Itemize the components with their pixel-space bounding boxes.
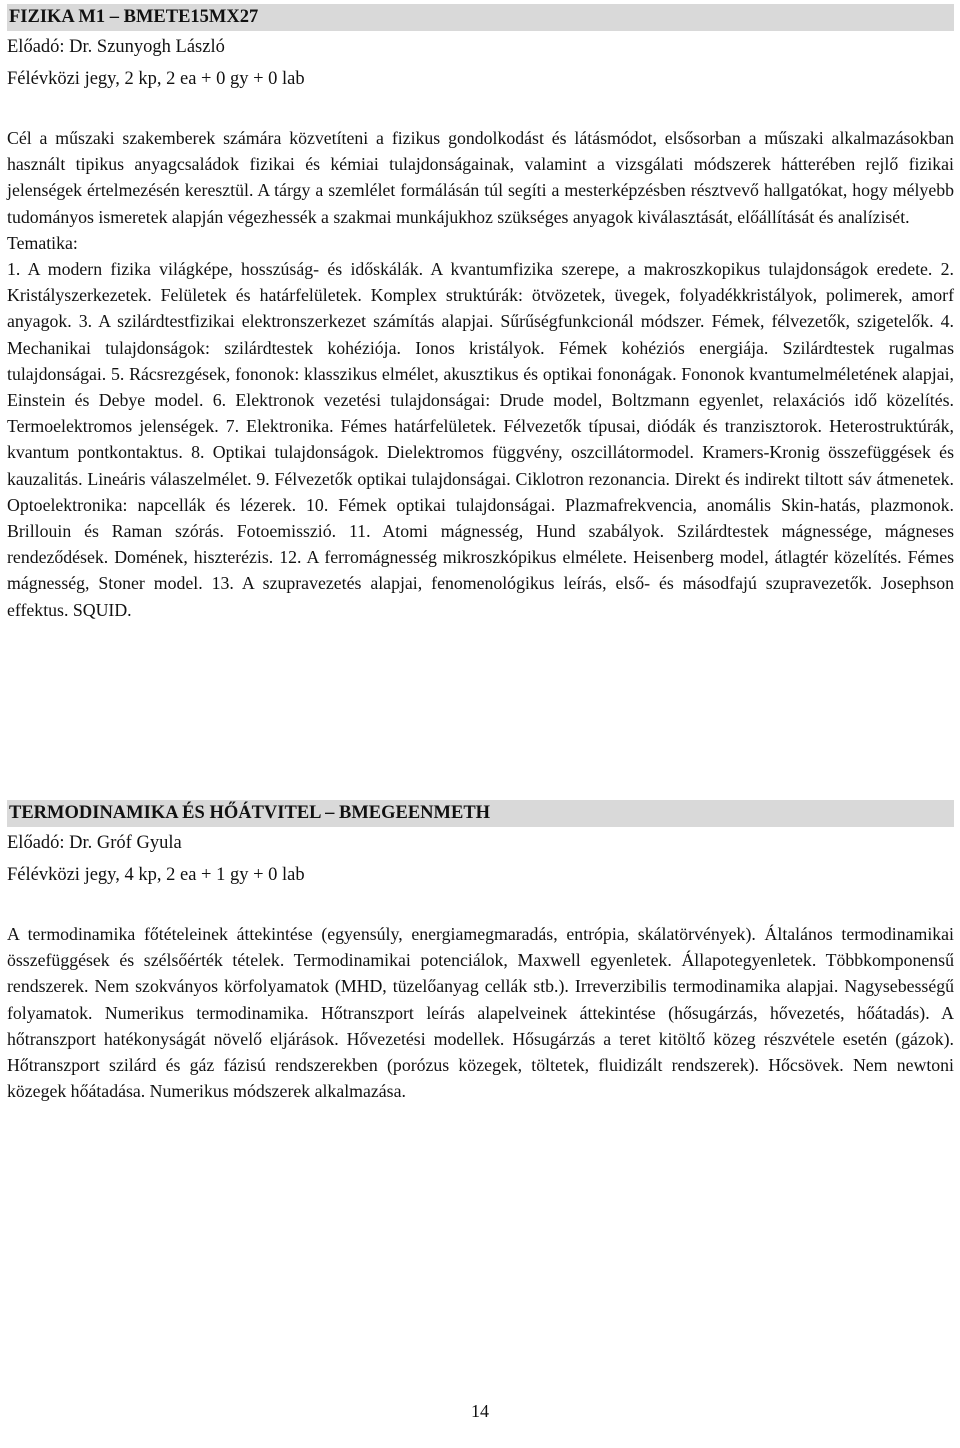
course-description: A termodinamika főtételeinek áttekintése (egyensúly, energiamegmaradás, entrópia, skálatörvények). Általános termodinamikai összefüggések és szélsőérték tételek. Termodinamikai potenciálok, Maxwell egyenletek. Állapotegyenletek. Többkomponensű rendszerek. Nem szokványos körfolyamatok (MHD, tüzelőanyag cellák stb.). Irreverzibilis termodinamika alapjai. Nagysebességű folyamatok. Numerikus termodinamika. Hőtranszport leírás alapelveinek áttekintése (hősugárzás, hővezetés, hőátadás). A hőtranszport hatékonyságát növelő eljárások. Hővezetési modellek. Hősugárzás a teret kitöltő közeg részvétele esetén (gázok). Hőtranszport szilárd és gáz fázisú rendszerekben (porózus közegek, töltetek, fluidizált rendszerek). Hőcsövek. Nem newtoni közegek hőátadása. Numerikus módszerek alkalmazása.: [7, 924, 954, 1102]
topics-label: Tematika:: [7, 232, 78, 253]
page-number: 14: [471, 1401, 489, 1421]
course-lecturer: Előadó: Dr. Szunyogh László: [7, 37, 225, 57]
course-topics: 1. A modern fizika világképe, hosszúság- és időskálák. A kvantumfizika szerepe, a makroszkopikus tulajdonságok eredete. 2. Kristályszerkezetek. Felületek és határfelületek. Komplex struktúrák: ötvözetek, üvegek, folyadékkristályok, polimerek, amorf anyagok. 3. A szilárdtestfizikai elektronszerkezet számítás alapjai. Sűrűségfunkcionál módszer. Fémek, félvezetők, szigetelők. 4. Mechanikai tulajdonságok: szilárdtestek kohéziója. Ionos kristályok. Fémek kohéziós energiája. Szilárdtestek rugalmas tulajdonságai. 5. Rácsrezgések, fononok: klasszikus elmélet, akusztikus és optikai fononágak. Fononok kvantumelméletének alapjai, Einstein és Debye model. 6. Elektronok vezetési tulajdonságai: Drude model, Boltzmann egyenlet, relaxációs idő közelítés. Termoelektromos jelenségek. 7. Elektronika. Fémes határfelületek. Félvezetők típusai, diódák és tranzisztorok. Heterostruktúrák, kvantum pontkontaktus. 8. Optikai tulajdonságok. Dielektromos függvény, oszcillátormodel. Kramers-Kronig összefüggések és kauzalitás. Lineáris válaszelmélet. 9. Félvezetők optikai tulajdonságai. Ciklotron rezonancia. Direkt és indirekt tiltott sáv átmenetek. Optoelektronika: napcellák és lézerek. 10. Fémek optikai tulajdonságai. Plazmafrekvencia, anomális Skin-hatás, plazmonok. Brillouin és Raman szórás. Fotoemisszió. 11. Atomi mágnesség, Hund szabályok. Szilárdtestek mágnessége, mágneses rendeződések. Domének, hiszterézis. 12. A ferromágnesség mikroszkópikus elmélete. Heisenberg model, átlagtér közelítés. Fémes mágnesség, Stoner model. 13. A szupravezetés alapjai, fenomenológikus leírás, első- és másodfajú szupravezetők. Josephson effektus. SQUID.: [7, 259, 954, 620]
course-credits: Félévközi jegy, 2 kp, 2 ea + 0 gy + 0 lab: [7, 69, 305, 89]
document-page: [7, 4, 954, 1102]
course-section-fizika: [7, 4, 954, 623]
course-section-termodinamika: [7, 800, 954, 1104]
course-heading: FIZIKA M1 – BMETE15MX27: [7, 4, 954, 31]
course-lecturer: Előadó: Dr. Gróf Gyula: [7, 833, 182, 853]
course-description: Cél a műszaki szakemberek számára közvetíteni a fizikus gondolkodást és látásmódot, elsősorban a műszaki alkalmazásokban használt tipikus anyagcsaládok fizikai és kémiai tulajdonságainak, valamint a vizsgálati módszerek hátterében rejlő fizikai jelenségek értelmezésén keresztül. A tárgy a szemlélet formálásán túl segíti a mesterképzésben résztvevő hallgatókat, hogy mélyebb tudományos ismeretek alapján végezhessék a szakmai munkájukhoz szükséges anyagok kiválasztását, előállítását és analízisét.: [7, 128, 954, 227]
course-heading: TERMODINAMIKA ÉS HŐÁTVITEL – BMEGEENMETH: [7, 800, 954, 827]
course-credits: Félévközi jegy, 4 kp, 2 ea + 1 gy + 0 lab: [7, 865, 305, 885]
